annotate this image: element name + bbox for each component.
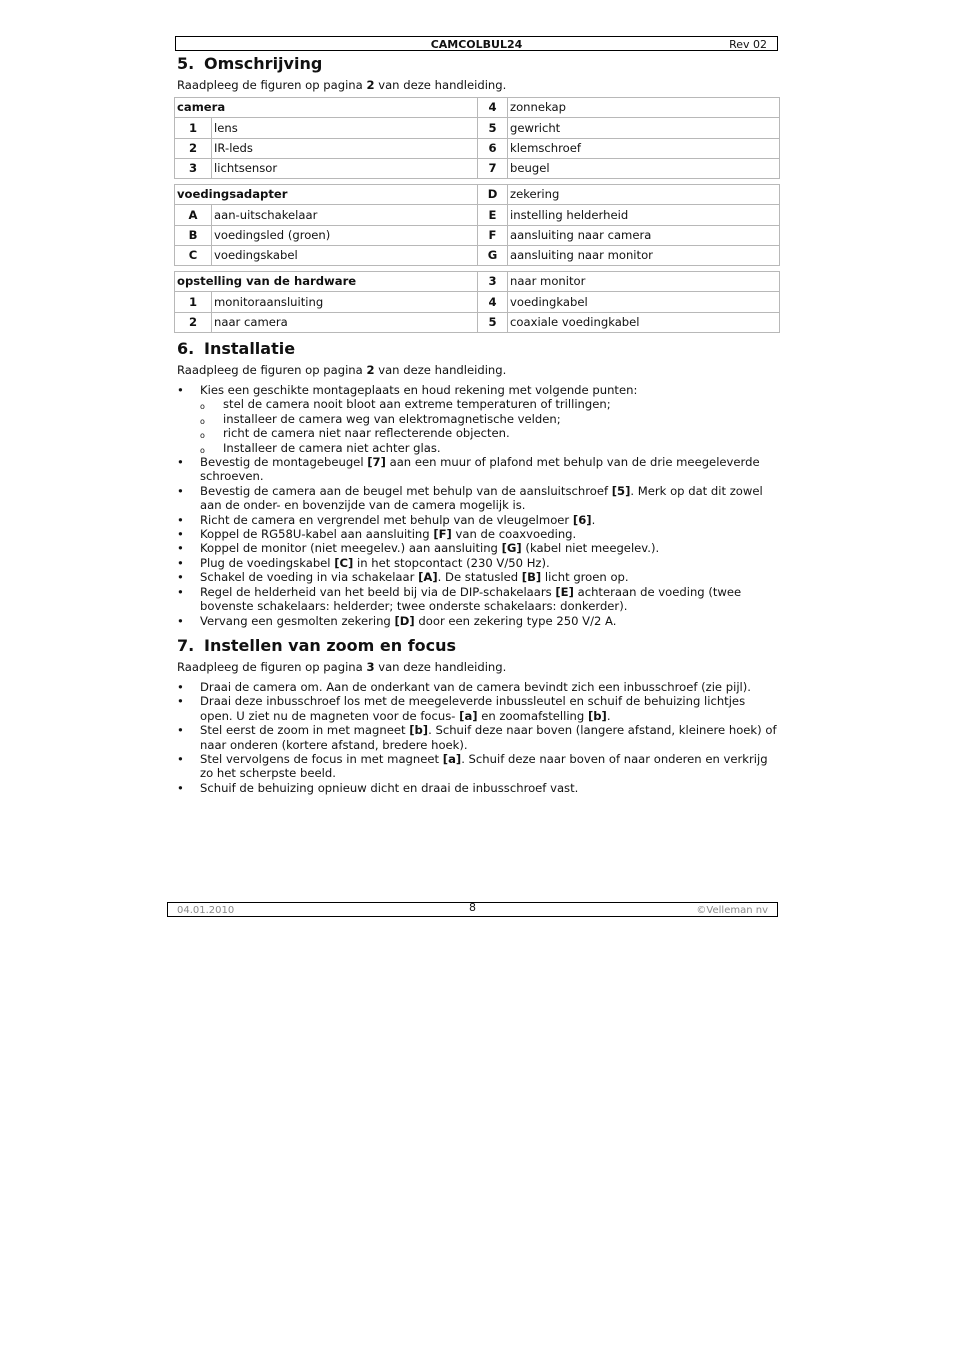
item-reference: [B] [521, 570, 542, 585]
item-reference: [C] [334, 555, 354, 570]
section-5-heading [177, 54, 322, 73]
footer-date: 04.01.2010 [177, 905, 235, 916]
list-item: • Bevestig de camera aan de beugel met behulp van de aansluitschroef [5]. Merk op dat dit zowel aan de onder- en bovenzijde van de camera mogelijk is. [177, 484, 781, 513]
item-label: beugel [508, 158, 780, 178]
item-key: 2 [175, 312, 212, 332]
item-label: voedingsled (groen) [212, 225, 478, 245]
item-key: C [175, 245, 212, 265]
item-label: gewricht [508, 118, 780, 138]
item-key: F [478, 225, 508, 245]
table-row [175, 138, 780, 158]
section-title: Instellen van zoom en focus [204, 636, 457, 655]
item-key: A [175, 205, 212, 225]
item-key: 3 [478, 272, 508, 292]
section-6-heading [177, 339, 295, 358]
hardware-setup-table [174, 271, 780, 333]
item-label: aansluiting naar camera [508, 225, 780, 245]
item-key: D [478, 185, 508, 205]
item-key: E [478, 205, 508, 225]
item-key: 3 [175, 158, 212, 178]
section-title: Installatie [204, 339, 296, 358]
list-item: • Schakel de voeding in via schakelaar [A]. De statusled [B] licht groen op. [177, 570, 781, 584]
list-item: • Bevestig de montagebeugel [7] aan een muur of plafond met behulp van de drie meegeleverde schroeven. [177, 455, 781, 484]
item-label: naar camera [212, 312, 478, 332]
sub-list-item: o stel de camera nooit bloot aan extreme temperaturen of trillingen; [200, 397, 781, 411]
table-row [175, 245, 780, 265]
item-reference: [E] [555, 584, 574, 599]
table-title: opstelling van de hardware [175, 272, 478, 292]
table-row [175, 225, 780, 245]
item-key: 2 [175, 138, 212, 158]
item-key: B [175, 225, 212, 245]
installation-steps-list [177, 383, 781, 628]
item-label: monitoraansluiting [212, 292, 478, 312]
item-key: 5 [478, 118, 508, 138]
item-key: 1 [175, 118, 212, 138]
list-item: • Stel eerst de zoom in met magneet [b]. Schuif deze naar boven (langere afstand, kleinere hoek) of naar onderen (kortere afstand, bredere hoek). [177, 723, 781, 752]
item-reference: [F] [433, 527, 452, 542]
item-label: lens [212, 118, 478, 138]
table-title: camera [175, 98, 478, 118]
table-title-row [175, 272, 780, 292]
item-label: coaxiale voedingkabel [508, 312, 780, 332]
list-item: • Stel vervolgens de focus in met magneet [a]. Schuif deze naar boven of naar onderen en verkrijg zo het scherpste beeld. [177, 752, 781, 781]
power-adapter-parts-table [174, 184, 780, 266]
table-row [175, 312, 780, 332]
item-label: lichtsensor [212, 158, 478, 178]
item-reference: [7] [367, 455, 386, 470]
table-title-row [175, 98, 780, 118]
table-row [175, 205, 780, 225]
section-number: 7. [177, 636, 195, 655]
footer-copyright: ©Velleman nv [696, 905, 768, 916]
item-key: G [478, 245, 508, 265]
section-number: 5. [177, 54, 195, 73]
page-footer [167, 902, 778, 917]
item-reference: [D] [394, 613, 415, 628]
sub-list-item: o richt de camera niet naar reflecterende objecten. [200, 426, 781, 440]
section-7-intro: Raadpleeg de figuren op pagina 3 van deze handleiding. [177, 660, 507, 674]
item-key: 5 [478, 312, 508, 332]
page-header [175, 36, 778, 51]
table-row [175, 158, 780, 178]
item-label: zekering [508, 185, 780, 205]
item-label: IR-leds [212, 138, 478, 158]
section-number: 6. [177, 339, 195, 358]
item-key: 4 [478, 292, 508, 312]
item-label: voedingkabel [508, 292, 780, 312]
item-reference: [5] [611, 483, 631, 498]
list-item: • Regel de helderheid van het beeld bij via de DIP-schakelaars [E] achteraan de voeding (twee bovenste schakelaars: helderder; twee onderste schakelaars: donkerder). [177, 585, 781, 614]
list-item: • Richt de camera en vergrendel met behulp van de vleugelmoer [6]. [177, 513, 781, 527]
item-label: instelling helderheid [508, 205, 780, 225]
section-6-intro: Raadpleeg de figuren op pagina 2 van deze handleiding. [177, 363, 507, 377]
section-7-heading [177, 636, 456, 655]
page-number: 8 [469, 901, 476, 914]
section-title: Omschrijving [204, 54, 323, 73]
item-reference: [b] [587, 708, 607, 723]
list-item: • Kies een geschikte montageplaats en houd rekening met volgende punten: o stel de camera nooit bloot aan extreme temperaturen of trillingen; o installeer de camera weg van elektromagnetische velden; o richt de camera niet naar reflecterende objecten. o Installeer de camera niet achter glas. [177, 383, 781, 455]
item-key: 1 [175, 292, 212, 312]
camera-parts-table [174, 97, 780, 179]
sub-list-item: o Installeer de camera niet achter glas. [200, 441, 781, 455]
item-label: voedingskabel [212, 245, 478, 265]
list-item: • Draai de camera om. Aan de onderkant van de camera bevindt zich een inbusschroef (zie pijl). [177, 680, 781, 694]
list-item: • Vervang een gesmolten zekering [D] door een zekering type 250 V/2 A. [177, 614, 781, 628]
item-reference: [G] [501, 541, 522, 556]
item-reference: [A] [418, 570, 438, 585]
list-item: • Draai deze inbusschroef los met de meegeleverde inbussleutel en schuif de behuizing lichtjes open. U ziet nu de magneten voor de focus- [a] en zoomafstelling [b]. [177, 694, 781, 723]
zoom-focus-steps-list [177, 680, 781, 795]
item-key: 7 [478, 158, 508, 178]
section-5-intro: Raadpleeg de figuren op pagina 2 van deze handleiding. [177, 78, 507, 92]
item-reference: [b] [409, 723, 429, 738]
list-item: • Koppel de monitor (niet meegelev.) aan aansluiting [G] (kabel niet meegelev.). [177, 541, 781, 555]
item-label: aan-uitschakelaar [212, 205, 478, 225]
sub-list-item: o installeer de camera weg van elektromagnetische velden; [200, 412, 781, 426]
header-revision: Rev 02 [729, 38, 767, 51]
sub-list [200, 397, 781, 455]
item-label: klemschroef [508, 138, 780, 158]
item-key: 6 [478, 138, 508, 158]
table-title-row [175, 185, 780, 205]
table-title: voedingsadapter [175, 185, 478, 205]
item-reference: [6] [572, 512, 592, 527]
item-label: aansluiting naar monitor [508, 245, 780, 265]
list-item: • Koppel de RG58U-kabel aan aansluiting [F] van de coaxvoeding. [177, 527, 781, 541]
header-title: CAMCOLBUL24 [430, 38, 523, 51]
table-row [175, 292, 780, 312]
list-item: • Schuif de behuizing opnieuw dicht en draai de inbusschroef vast. [177, 781, 781, 795]
table-row [175, 118, 780, 138]
item-label: zonnekap [508, 98, 780, 118]
list-item: • Plug de voedingskabel [C] in het stopcontact (230 V/50 Hz). [177, 556, 781, 570]
item-label: naar monitor [508, 272, 780, 292]
item-reference: [a] [459, 708, 478, 723]
item-reference: [a] [442, 752, 462, 767]
item-key: 4 [478, 98, 508, 118]
